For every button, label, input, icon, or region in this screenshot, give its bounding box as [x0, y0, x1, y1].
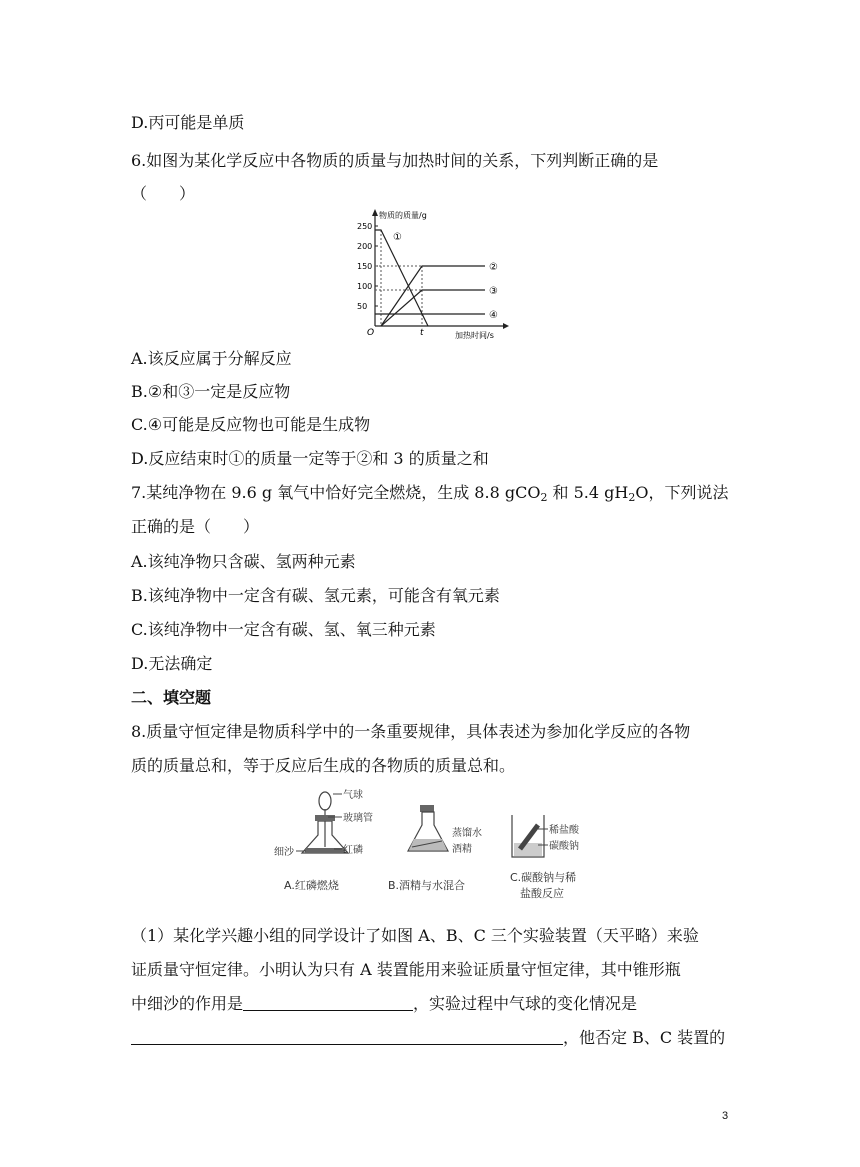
answer-blank-balloon[interactable] [131, 1028, 563, 1045]
apparatus-b [388, 805, 482, 892]
q8-text: ，他否定 B、C 装置的 [563, 1028, 726, 1047]
series-1-label: ① [393, 232, 402, 243]
apparatus-a [274, 788, 373, 892]
q8-part1-line1: （1）某化学兴趣小组的同学设计了如图 A、B、C 三个实验装置（天平略）来验 [131, 926, 699, 945]
q7-stem-part1: 7.某纯净物在 9.6 g 氧气中恰好完全燃烧，生成 8.8 gCO [131, 483, 541, 502]
q8-stem-cont: 质的质量总和，等于反应后生成的各物质的质量总和。 [131, 756, 516, 775]
co2-subscript: 2 [540, 491, 548, 504]
label-sand: 细沙 [274, 847, 294, 858]
section-title: 二、填空题 [131, 688, 212, 707]
label-sodium-carbonate: 碳酸钠 [549, 841, 579, 852]
series-3-line [381, 290, 485, 326]
q7-stem-part2: 和 5.4 gH [547, 483, 629, 502]
stopper-b-shape [420, 805, 434, 812]
mass-time-chart [345, 206, 515, 340]
series-1-line [375, 230, 428, 326]
answer-blank-sand[interactable] [243, 994, 413, 1011]
y-tick-label: 200 [357, 242, 373, 251]
q8-part1-line3 [131, 993, 637, 1015]
label-alcohol: 酒精 [452, 844, 472, 855]
q7-option-a: A.该纯净物只含碳、氢两种元素 [131, 552, 356, 571]
y-tick-label: 250 [357, 222, 373, 231]
q6-option-b: B.②和③一定是反应物 [131, 382, 291, 401]
series-2-line [381, 266, 485, 326]
y-tick-label: 100 [357, 282, 373, 291]
q7-option-d: D.无法确定 [131, 654, 213, 673]
x-axis-label: 加热时间/s [455, 331, 494, 340]
q7-option-b: B.该纯净物中一定含有碳、氢元素，可能含有氧元素 [131, 586, 500, 605]
q5-option-d: D.丙可能是单质 [131, 113, 245, 132]
q7-stem-part3: O，下列说法 [635, 483, 729, 502]
caption-c-line2: 盐酸反应 [520, 887, 564, 900]
caption-a: A.红磷燃烧 [284, 879, 339, 892]
q8-part1-line4 [131, 1027, 725, 1049]
h2o-subscript: 2 [628, 491, 636, 504]
series-2-label: ② [489, 262, 498, 273]
y-tick-label: 50 [357, 302, 368, 311]
page-number: 3 [722, 1110, 729, 1122]
label-distilled-water: 蒸馏水 [452, 828, 482, 839]
series-4-label: ④ [489, 310, 498, 321]
sodium-carbonate-shape [514, 843, 542, 856]
label-glass-tube: 玻璃管 [343, 813, 373, 824]
caption-b: B.酒精与水混合 [388, 879, 466, 892]
q6-option-c: C.④可能是反应物也可能是生成物 [131, 415, 371, 434]
q7-stem [131, 482, 728, 509]
q6-stem: 6.如图为某化学反应中各物质的质量与加热时间的关系，下列判断正确的是 [131, 151, 659, 170]
q8-text: 中细沙的作用是 [131, 994, 244, 1013]
label-dilute-hcl: 稀盐酸 [549, 825, 579, 836]
y-tick-label: 150 [357, 262, 373, 271]
q7-stem-cont: 正确的是（ ） [131, 517, 260, 536]
q6-answer-paren: （ ） [131, 184, 196, 203]
apparatus-c [510, 815, 580, 900]
label-balloon: 气球 [343, 790, 363, 801]
y-axis-arrow [372, 209, 378, 216]
q6-option-a: A.该反应属于分解反应 [131, 349, 292, 368]
t-label: t [420, 328, 424, 338]
stopper-a-shape [315, 815, 335, 821]
series-3-label: ③ [489, 286, 498, 297]
x-axis-arrow [503, 323, 509, 329]
q8-stem: 8.质量守恒定律是物质科学中的一条重要规律，具体表述为参加化学反应的各物 [131, 722, 691, 741]
experiment-apparatus-figure [272, 785, 612, 913]
caption-c-line1: C.碳酸钠与稀 [510, 871, 577, 884]
q6-option-d: D.反应结束时①的质量一定等于②和 3 的质量之和 [131, 449, 489, 468]
balloon-shape [319, 792, 331, 810]
y-axis-label: 物质的质量/g [379, 211, 427, 220]
q8-part1-line2: 证质量守恒定律。小明认为只有 A 装置能用来验证质量守恒定律，其中锥形瓶 [131, 960, 681, 979]
origin-label: O [367, 328, 375, 338]
q7-option-c: C.该纯净物中一定含有碳、氢、氧三种元素 [131, 620, 436, 639]
label-red-phosphorus: 红磷 [343, 845, 363, 856]
q8-text: ，实验过程中气球的变化情况是 [413, 994, 638, 1013]
